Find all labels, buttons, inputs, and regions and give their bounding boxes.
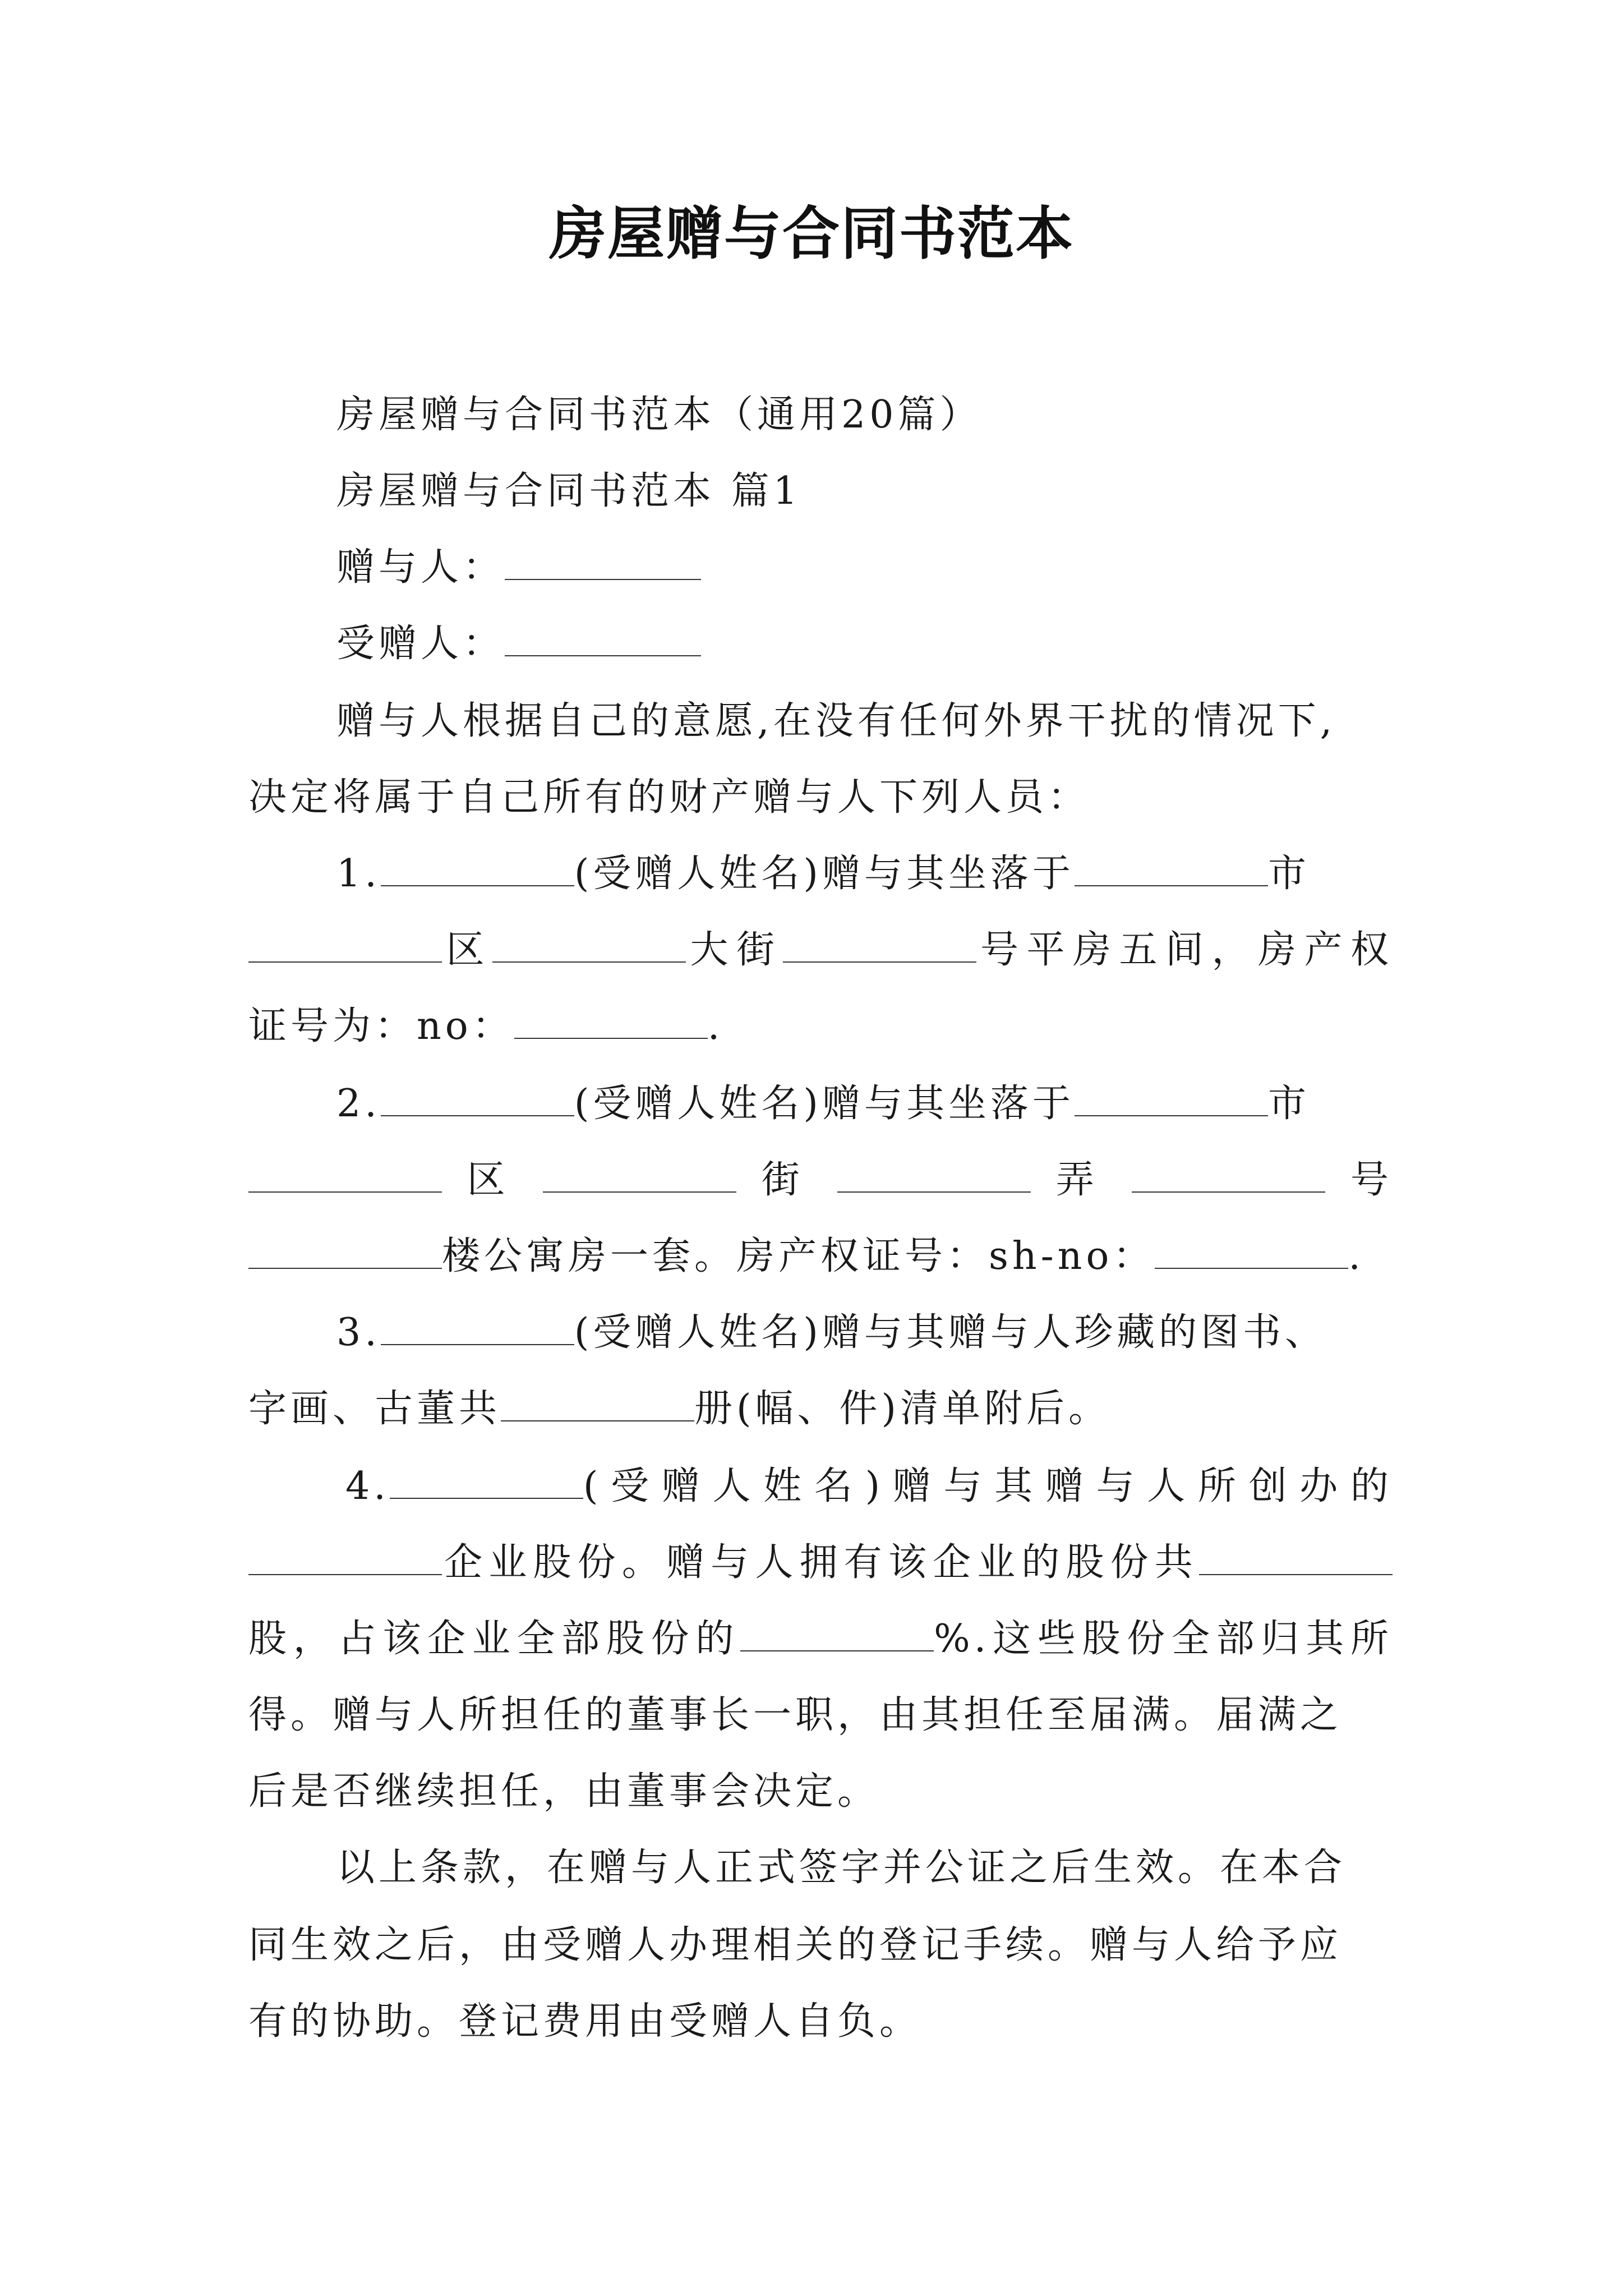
closing-line-2: 同生效之后，由受赠人办理相关的登记手续。赠与人给予应	[248, 1923, 1343, 1967]
item4-line-2	[248, 1535, 1393, 1591]
item4-text-a: (受赠人姓名)赠与其赠与人所创办的	[583, 1464, 1393, 1508]
item1-blank-cert	[514, 1004, 708, 1039]
item3-text-a: (受赠人姓名)赠与其赠与人珍藏的图书、	[574, 1310, 1327, 1355]
donor-label: 赠与人：	[336, 545, 505, 590]
item2-blank-street	[543, 1158, 736, 1193]
item1-prefix: 1.	[336, 852, 381, 896]
item4-blank-percent	[740, 1617, 934, 1651]
donor-blank	[505, 545, 701, 580]
intro-line-1: 赠与人根据自己的意愿,在没有任何外界干扰的情况下,	[336, 699, 1336, 743]
item1-text-a: (受赠人姓名)赠与其坐落于	[574, 852, 1075, 896]
section-heading: 房屋赠与合同书范本 篇1	[336, 469, 801, 513]
item2-prefix: 2.	[336, 1082, 381, 1126]
item3-line-1	[336, 1305, 1327, 1361]
item3-text-b: 字画、古董共	[248, 1387, 501, 1431]
item4-line-4: 得。赠与人所担任的董事长一职，由其担任至届满。届满之	[248, 1693, 1343, 1737]
item2-blank-cert	[1155, 1234, 1348, 1269]
item1-blank-street	[492, 928, 686, 963]
item1-text-g: .	[707, 1004, 724, 1048]
item1-blank-number	[783, 928, 976, 963]
item1-text-e: 号平房五间，房产权	[976, 928, 1393, 972]
item4-text-b: 企业股份。赠与人拥有该企业的股份共	[442, 1540, 1199, 1585]
item2-text-b: 市	[1267, 1082, 1310, 1126]
item3-blank-count	[501, 1387, 694, 1421]
item2-text-f: 号	[1350, 1158, 1393, 1202]
item1-text-c: 区	[442, 928, 492, 972]
item2-text-c: 区	[467, 1158, 518, 1202]
item2-blank-number	[1132, 1158, 1325, 1193]
item3-prefix: 3.	[336, 1310, 381, 1355]
closing-line-1: 以上条款，在赠与人正式签字并公证之后生效。在本合	[336, 1846, 1347, 1890]
item3-blank-name	[381, 1310, 574, 1345]
document-subtitle: 房屋赠与合同书范本（通用20篇）	[336, 393, 982, 437]
donee-blank	[505, 622, 701, 656]
item2-line-3	[248, 1228, 1364, 1285]
donee-label: 受赠人：	[336, 622, 505, 666]
donor-line	[336, 540, 701, 596]
item3-line-2	[248, 1381, 1110, 1437]
item4-text-c: 股，占该企业全部股份的	[248, 1617, 741, 1661]
item4-blank-company	[248, 1540, 442, 1575]
item1-blank-name	[381, 852, 574, 886]
donee-line	[336, 616, 701, 672]
item4-line-1	[345, 1458, 1393, 1515]
document-title: 房屋赠与合同书范本	[549, 201, 1074, 268]
item2-blank-name	[381, 1082, 574, 1116]
item1-line-2	[248, 922, 1393, 978]
item4-blank-shares	[1199, 1540, 1393, 1575]
item2-text-g: 楼公寓房一套。房产权证号：sh-no：	[442, 1234, 1155, 1278]
item1-text-b: 市	[1267, 852, 1310, 896]
item2-blank-lane	[837, 1158, 1031, 1193]
item2-text-a: (受赠人姓名)赠与其坐落于	[574, 1082, 1075, 1126]
item2-text-h: .	[1348, 1234, 1365, 1278]
item1-text-d: 大街	[686, 928, 783, 972]
item2-blank-building	[248, 1234, 442, 1269]
item2-text-d: 街	[761, 1158, 813, 1202]
item1-blank-district	[248, 928, 442, 963]
item1-line-3	[248, 999, 723, 1055]
item3-text-c: 册(幅、件)清单附后。	[694, 1387, 1111, 1431]
item2-blank-district	[248, 1158, 442, 1193]
item2-line-1	[336, 1076, 1310, 1132]
item1-text-f: 证号为：no：	[248, 1004, 514, 1048]
item4-text-d: %.这些股份全部归其所	[934, 1617, 1393, 1661]
item4-line-5: 后是否继续担任，由董事会决定。	[248, 1769, 880, 1814]
item4-prefix: 4.	[345, 1464, 390, 1508]
item2-blank-city	[1075, 1082, 1268, 1116]
item2-line-2	[248, 1152, 1393, 1208]
item1-blank-city	[1075, 852, 1268, 886]
item1-line-1	[336, 846, 1310, 902]
closing-line-3: 有的协助。登记费用由受赠人自负。	[248, 1999, 922, 2044]
intro-line-2: 决定将属于自己所有的财产赠与人下列人员：	[248, 775, 1090, 820]
item2-text-e: 弄	[1055, 1158, 1107, 1202]
item4-line-3	[248, 1611, 1393, 1667]
item4-blank-name	[390, 1464, 583, 1499]
